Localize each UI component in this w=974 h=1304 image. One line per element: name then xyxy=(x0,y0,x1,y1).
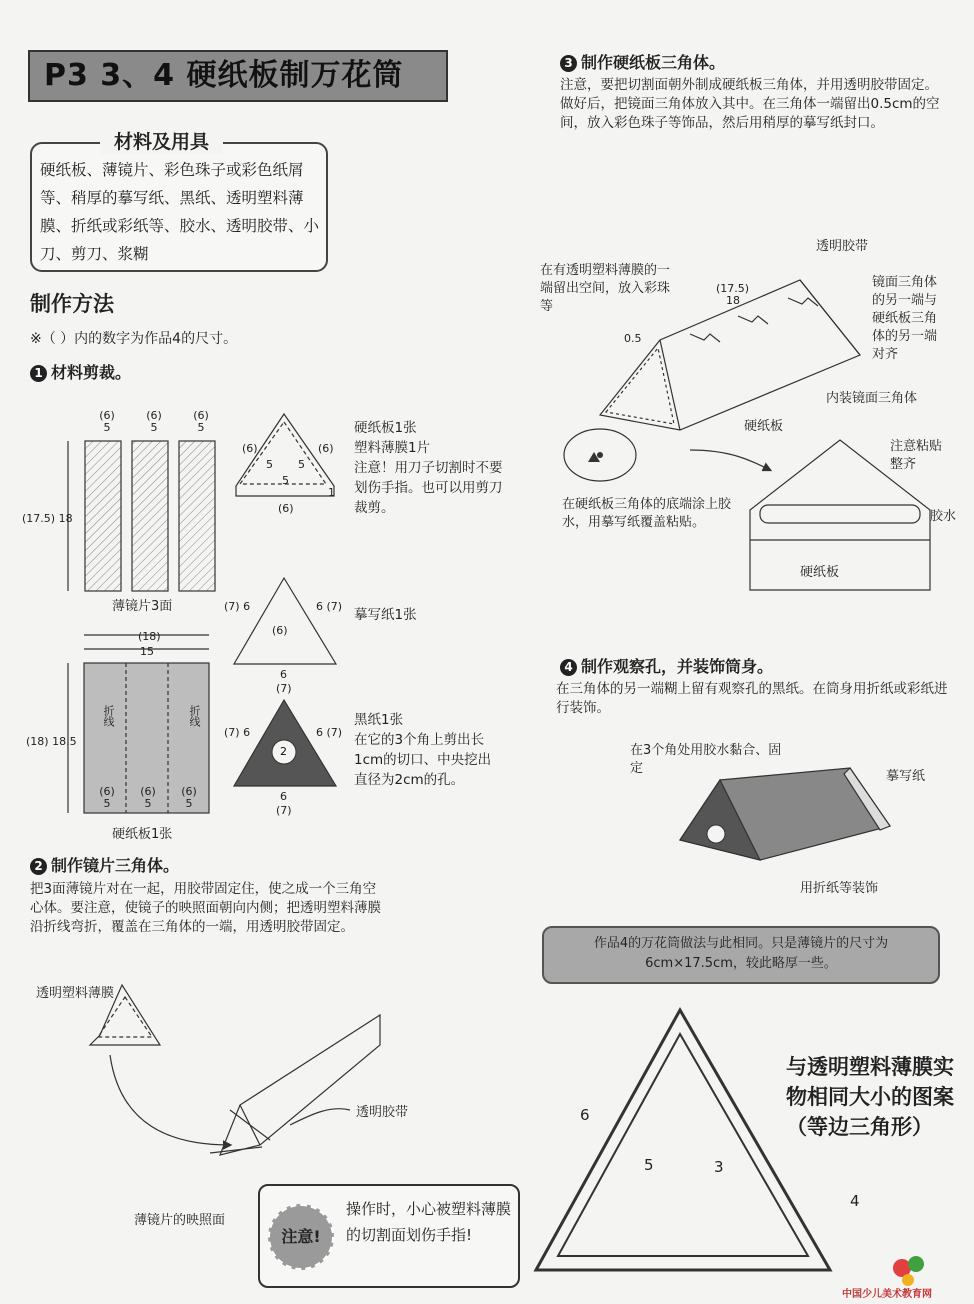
step3-heading xyxy=(560,50,725,73)
warning-text: 操作时，小心被塑料薄膜的切割面划伤手指! xyxy=(346,1200,512,1244)
film-one: 1 xyxy=(328,486,335,499)
step3-dim-a: (17.5) xyxy=(716,282,750,295)
black-right: 6 (7) xyxy=(316,726,343,739)
film-five-a: 5 xyxy=(266,458,273,471)
materials-heading: 材料及用具 xyxy=(100,127,223,154)
board-height: (18) 18.5 xyxy=(26,735,77,748)
pattern-n5: 5 xyxy=(644,1156,654,1174)
black-bottom2: (7) xyxy=(276,804,292,817)
step3-text: 注意，要把切割面朝外制成硬纸板三角体，并用透明胶带固定。做好后，把镜面三角体放入其中。在三角体一端留出0.5cm的空间，放入彩色珠子等饰品，然后用稍厚的摹写纸封口。 xyxy=(560,77,940,131)
mirror-top-label-2: (6) 5 xyxy=(146,409,162,434)
black-bottom: 6 xyxy=(280,790,287,803)
step2-number: 2 xyxy=(30,858,47,875)
board-width: 15 xyxy=(140,645,154,658)
film-five-b: 5 xyxy=(298,458,305,471)
step1-number: 1 xyxy=(30,365,47,382)
board-bottom-1: (6) 5 xyxy=(99,785,115,810)
step1-heading xyxy=(30,360,131,383)
board-bottom-2: (6) 5 xyxy=(140,785,156,810)
pattern-n4: 4 xyxy=(850,1192,860,1210)
step2-label-tape: 透明胶带 xyxy=(356,1105,409,1120)
film-side-a: (6) xyxy=(242,442,258,455)
black-left: (7) 6 xyxy=(224,726,251,739)
film-note: 硬纸板1张 塑料薄膜1片 注意！用刀子切割时不要划伤手指。也可以用剪刀裁剪。 xyxy=(354,420,503,516)
materials-text: 硬纸板、薄镜片、彩色珠子或彩色纸屑等、稍厚的摹写纸、黑纸、透明塑料薄膜、折纸或彩纸等、胶水、透明胶带、小刀、剪刀、浆糊 xyxy=(40,161,320,263)
step4-number: 4 xyxy=(560,659,577,676)
step3-gap: 0.5 xyxy=(624,332,642,345)
step2-label-mirror: 薄镜片的映照面 xyxy=(134,1213,226,1228)
site-logo-icon xyxy=(886,1250,966,1290)
site-logo-text: 中国少儿美术教育网 xyxy=(842,1289,932,1300)
fold-label-a: 折线 xyxy=(102,705,115,727)
method-note: ※（ ）内的数字为作品4的尺寸。 xyxy=(30,331,238,347)
film-side-b: (6) xyxy=(318,442,334,455)
board-bottom-3: (6) 5 xyxy=(181,785,197,810)
step4-title: 制作观察孔，并装饰筒身。 xyxy=(581,657,774,676)
pattern-n6: 6 xyxy=(580,1106,590,1124)
step3-number: 3 xyxy=(560,55,577,72)
step3-board2-label: 硬纸板 xyxy=(800,565,840,580)
step3-glue-label: 胶水 xyxy=(930,509,957,524)
step3-glue-note: 在硬纸板三角体的底端涂上胶水，用摹写纸覆盖粘贴。 xyxy=(562,497,732,530)
film-bottom: (6) xyxy=(278,502,294,515)
warning-badge-text: 注意! xyxy=(281,1227,321,1246)
mirror-caption: 薄镜片3面 xyxy=(112,599,173,614)
step4-label-corners: 在3个角处用胶水黏合、固定 xyxy=(630,743,782,776)
pattern-n3: 3 xyxy=(714,1158,724,1176)
board-width-outer: (18) xyxy=(138,630,161,643)
tracing-left: (7) 6 xyxy=(224,600,251,613)
step4-heading xyxy=(560,654,773,677)
film-five-c: 5 xyxy=(282,474,289,487)
fold-label-b: 折线 xyxy=(188,705,201,727)
mirror-top-label-3: (6) 5 xyxy=(193,409,209,434)
step2-heading xyxy=(30,853,179,876)
page-title-box xyxy=(28,50,448,102)
step4-label-deco: 用折纸等装饰 xyxy=(800,881,879,896)
tracing-center: (6) xyxy=(272,624,288,637)
tracing-bottom2: (7) xyxy=(276,682,292,695)
step1-title: 材料剪裁。 xyxy=(51,363,132,382)
black-note: 黑纸1张 在它的3个角上剪出长1cm的切口、中央挖出直径为2cm的孔。 xyxy=(354,712,492,788)
step2-title: 制作镜片三角体。 xyxy=(51,856,180,875)
tracing-note: 摹写纸1张 xyxy=(354,607,417,623)
work4-note-text: 作品4的万花筒做法与此相同。只是薄镜片的尺寸为6cm×17.5cm，较此略厚一些。 xyxy=(593,936,889,971)
step3-label-space: 在有透明塑料薄膜的一端留出空间，放入彩珠等 xyxy=(540,263,671,314)
pattern-caption: 与透明塑料薄膜实物相同大小的图案（等边三角形） xyxy=(786,1055,954,1139)
work4-note-box xyxy=(542,926,940,984)
step3-label-inner: 内装镜面三角体 xyxy=(826,391,918,406)
tracing-bottom: 6 xyxy=(280,668,287,681)
board-caption: 硬纸板1张 xyxy=(112,827,173,842)
tracing-right: 6 (7) xyxy=(316,600,343,613)
step3-align-note: 注意粘贴整齐 xyxy=(890,439,943,472)
step4-text: 在三角体的另一端糊上留有观察孔的黑纸。在筒身用折纸或彩纸进行装饰。 xyxy=(556,681,948,716)
step3-label-mirror-end: 镜面三角体的另一端与硬纸板三角体的另一端对齐 xyxy=(872,275,938,362)
warning-badge xyxy=(268,1204,334,1270)
page-title: P3 3、4 硬纸板制万花筒 xyxy=(44,58,404,93)
method-heading: 制作方法 xyxy=(30,292,114,316)
mirror-height-label: (17.5) 18 xyxy=(22,512,73,525)
step2-text: 把3面薄镜片对在一起，用胶带固定住，使之成一个三角空心体。要注意，使镜子的映照面朝向内侧；把透明塑料薄膜沿折线弯折，覆盖在三角体的一端，用透明胶带固定。 xyxy=(30,881,381,935)
step3-label-tape: 透明胶带 xyxy=(816,239,869,254)
step3-dim-b: 18 xyxy=(726,294,740,307)
step3-title: 制作硬纸板三角体。 xyxy=(581,53,726,72)
black-hole: 2 xyxy=(280,745,287,758)
step2-label-film: 透明塑料薄膜 xyxy=(36,986,115,1001)
step4-label-tracing: 摹写纸 xyxy=(886,769,926,784)
step2-diagram xyxy=(30,975,390,1185)
step3-label-board: 硬纸板 xyxy=(744,419,784,434)
mirror-top-label-1: (6) 5 xyxy=(99,409,115,434)
